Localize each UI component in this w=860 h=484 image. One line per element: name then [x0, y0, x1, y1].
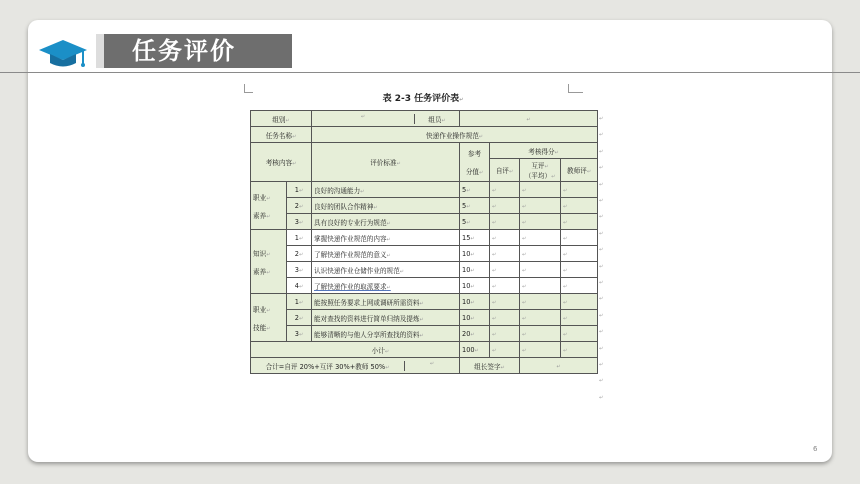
leader-sign-label: 组长签字↵	[460, 358, 520, 374]
row-end-mark: ↵	[599, 198, 604, 204]
row-end-mark: ↵	[599, 181, 604, 188]
ref-score: 10↵	[460, 278, 490, 294]
criterion-text: 掌握快递作业规范的内容↵	[312, 230, 460, 246]
score-cell[interactable]: ↵	[561, 294, 598, 310]
criterion-text: 认识快递作业仓储作业的规范↵	[312, 262, 460, 278]
score-cell[interactable]: ↵	[561, 326, 598, 342]
score-cell[interactable]: ↵	[561, 182, 598, 198]
item-number: 2↵	[287, 198, 312, 214]
member-value[interactable]: ↵	[460, 111, 598, 127]
criterion-text: 良好的沟通能力↵	[312, 182, 460, 198]
row-end-mark: ↵	[599, 247, 604, 254]
score-cell[interactable]: ↵	[561, 262, 598, 278]
total-label: 合计=自评 20%+互评 30%+教师 50%↵ ↵	[251, 358, 460, 374]
item-number: 3↵	[287, 262, 312, 278]
criterion-text: 良好的团队合作精神↵	[312, 198, 460, 214]
row-end-mark: ↵	[599, 296, 604, 303]
row-end-mark: ↵	[599, 378, 604, 385]
criterion-text: 能够清晰的与他人分享所查找的资料↵	[312, 326, 460, 342]
score-cell[interactable]: ↵	[490, 342, 520, 358]
row-end-mark: ↵	[599, 165, 604, 172]
score-cell[interactable]: ↵	[490, 246, 520, 262]
score-cell[interactable]: ↵	[520, 310, 561, 326]
subtotal-label: 小计↵	[251, 342, 460, 358]
row-end-mark: ↵	[599, 263, 604, 270]
score-cell[interactable]: ↵	[490, 230, 520, 246]
row-end-mark: ↵	[599, 280, 604, 286]
table-row	[251, 127, 598, 143]
table-row	[251, 182, 598, 198]
score-cell[interactable]: ↵	[520, 294, 561, 310]
score-cell[interactable]: ↵	[490, 214, 520, 230]
table-row	[251, 278, 598, 294]
score-cell[interactable]: ↵	[490, 262, 520, 278]
self-header: 自评↵	[490, 159, 520, 182]
evaluation-table	[250, 110, 598, 374]
ref-score: 20↵	[460, 326, 490, 342]
score-cell[interactable]: ↵	[561, 310, 598, 326]
score-cell[interactable]: ↵	[490, 326, 520, 342]
score-cell[interactable]: ↵	[520, 214, 561, 230]
table-row	[251, 198, 598, 214]
item-number: 1↵	[287, 294, 312, 310]
table-row	[251, 246, 598, 262]
category-label: 职业↵ 素养↵	[251, 182, 287, 230]
page-title: 任务评价	[96, 34, 292, 68]
member-label: 组员↵	[414, 114, 459, 124]
header-rule	[0, 72, 860, 73]
score-cell[interactable]: ↵	[561, 214, 598, 230]
score-cell[interactable]: ↵	[561, 230, 598, 246]
score-cell[interactable]: ↵	[561, 342, 598, 358]
group-value[interactable]: ↵ 组员↵	[312, 111, 460, 127]
title-accent	[96, 34, 104, 68]
score-cell[interactable]: ↵	[561, 278, 598, 294]
criterion-text: 能按照任务要求上网或调研所需资料↵	[312, 294, 460, 310]
item-number: 1↵	[287, 182, 312, 198]
subtotal-score: 100↵	[460, 342, 490, 358]
criteria-header: 评价标准↵	[312, 143, 460, 182]
leader-sign-field[interactable]: ↵	[520, 358, 598, 374]
item-number: 4↵	[287, 278, 312, 294]
task-name-value: 快递作业操作规范↵	[312, 127, 598, 143]
criterion-text: 了解快递作业的取派要求↵	[312, 278, 460, 294]
subtotal-row	[251, 342, 598, 358]
table-row	[251, 326, 598, 342]
table-row	[251, 262, 598, 278]
item-number: 3↵	[287, 326, 312, 342]
criterion-text: 了解快递作业规范的意义↵	[312, 246, 460, 262]
table-caption: 表 2-3 任务评价表↵	[382, 94, 464, 104]
score-cell[interactable]: ↵	[520, 198, 561, 214]
page-number: 6	[813, 445, 818, 453]
peer-header: 互评↵ （平均）↵	[520, 159, 561, 182]
item-number: 2↵	[287, 246, 312, 262]
ref-score: 10↵	[460, 246, 490, 262]
table-header-row	[251, 143, 598, 159]
row-end-mark: ↵	[599, 230, 604, 237]
item-number: 3↵	[287, 214, 312, 230]
row-end-mark: ↵	[599, 394, 604, 401]
ref-score: 5↵	[460, 198, 490, 214]
table-row	[251, 310, 598, 326]
table-row	[251, 214, 598, 230]
score-cell[interactable]: ↵	[520, 262, 561, 278]
item-number: 2↵	[287, 310, 312, 326]
criterion-text: 能对查找的资料进行简单归纳及提炼↵	[312, 310, 460, 326]
row-end-mark: ↵	[599, 345, 604, 352]
graduation-cap-icon	[38, 36, 88, 70]
row-end-mark: ↵	[599, 329, 604, 336]
score-header: 考核得分↵	[490, 143, 598, 159]
ref-score: 10↵	[460, 310, 490, 326]
score-cell[interactable]: ↵	[520, 182, 561, 198]
content-header: 考核内容↵	[251, 143, 312, 182]
table-row	[251, 230, 598, 246]
category-label: 知识↵ 素养↵	[251, 230, 287, 294]
score-cell[interactable]: ↵	[520, 246, 561, 262]
score-cell[interactable]: ↵	[490, 198, 520, 214]
row-end-mark: ↵	[599, 132, 604, 139]
group-label: 组别↵	[251, 111, 312, 127]
score-cell[interactable]: ↵	[561, 198, 598, 214]
row-end-mark: ↵	[599, 312, 604, 319]
ref-score: 15↵	[460, 230, 490, 246]
table-row	[251, 111, 598, 127]
ref-score: 5↵	[460, 182, 490, 198]
category-label: 职业↵ 技能↵	[251, 294, 287, 342]
score-cell[interactable]: ↵	[520, 326, 561, 342]
row-end-mark: ↵	[599, 214, 604, 221]
row-end-mark: ↵	[599, 148, 604, 155]
score-cell[interactable]: ↵	[520, 230, 561, 246]
score-cell[interactable]: ↵	[490, 182, 520, 198]
task-name-label: 任务名称↵	[251, 127, 312, 143]
score-cell[interactable]: ↵	[520, 342, 561, 358]
row-end-mark: ↵	[599, 362, 604, 368]
ref-score: 5↵	[460, 214, 490, 230]
total-row	[251, 358, 598, 374]
ref-score: 10↵	[460, 262, 490, 278]
teacher-header: 教师评↵	[561, 159, 598, 182]
row-end-mark: ↵	[599, 116, 604, 122]
score-cell[interactable]: ↵	[520, 278, 561, 294]
criterion-text: 具有良好的专业行为规范↵	[312, 214, 460, 230]
score-cell[interactable]: ↵	[561, 246, 598, 262]
item-number: 1↵	[287, 230, 312, 246]
table-row	[251, 294, 598, 310]
score-cell[interactable]: ↵	[490, 294, 520, 310]
score-cell[interactable]: ↵	[490, 278, 520, 294]
ref-score-header: 参考 分值↵	[460, 143, 490, 182]
ref-score: 10↵	[460, 294, 490, 310]
score-cell[interactable]: ↵	[490, 310, 520, 326]
